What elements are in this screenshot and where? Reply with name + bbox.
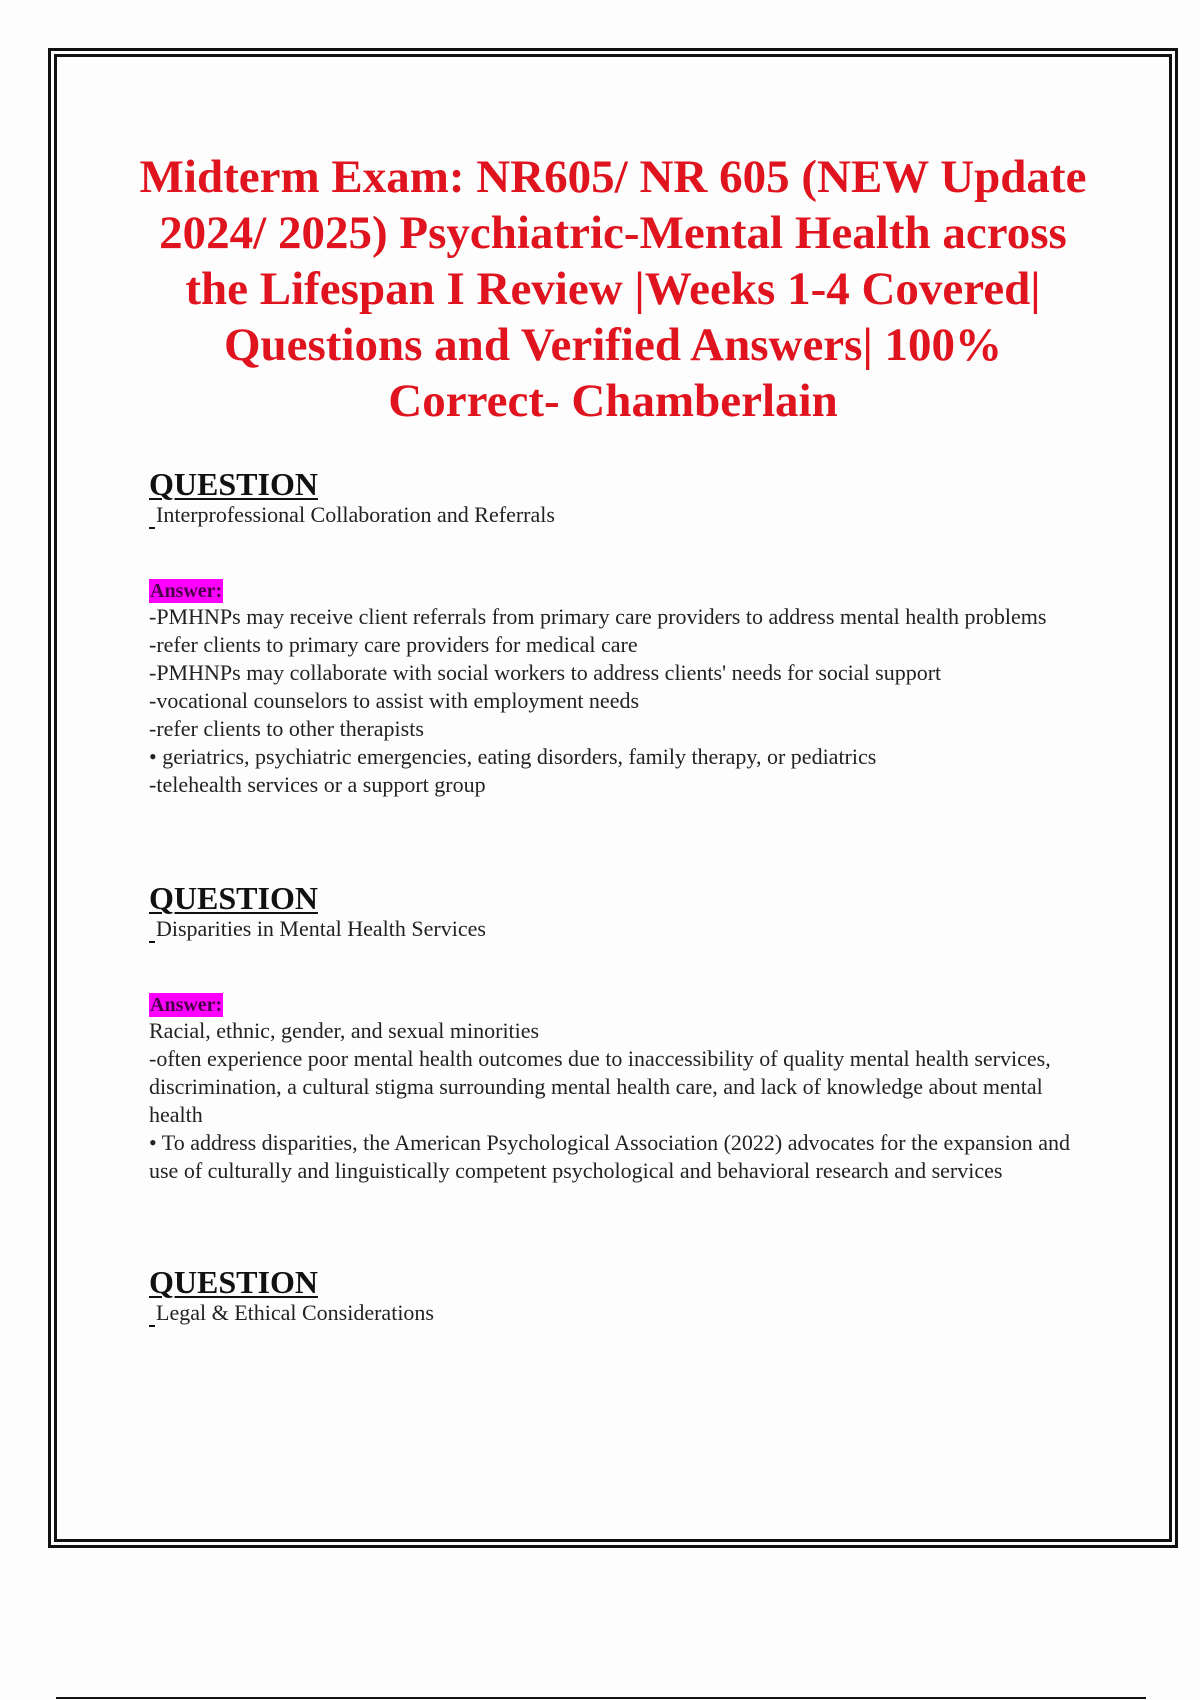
question-block-3 (149, 1265, 1099, 1327)
answer-line: • To address disparities, the American Psychological Association (2022) advocates for the expansion and use of culturally and linguistically competent psychological and behavioral research and services (149, 1130, 1070, 1183)
answer-line: -PMHNPs may receive client referrals from primary care providers to address mental health problems (149, 604, 1047, 629)
footer-divider (56, 1697, 1146, 1699)
answer-line: -vocational counselors to assist with employment needs (149, 688, 640, 713)
answer-label: Answer: (150, 580, 223, 602)
question-text (149, 1299, 1099, 1327)
answer-line: -PMHNPs may collaborate with social workers to address clients' needs for social support (149, 660, 942, 685)
page-border (48, 48, 1178, 1548)
answer-line: -refer clients to primary care providers for medical care (149, 632, 638, 657)
question-text (149, 501, 1099, 529)
answer-line: • geriatrics, psychiatric emergencies, eating disorders, family therapy, or pediatrics (149, 744, 877, 769)
question-text-value: Disparities in Mental Health Services (156, 916, 486, 941)
question-block-1 (149, 467, 1099, 799)
question-heading: QUESTION (149, 880, 318, 916)
question-heading: QUESTION (149, 1264, 318, 1300)
answer-line: -often experience poor mental health outcomes due to inaccessibility of quality mental health services, discrimination, a cultural stigma surrounding mental health care, and lack of knowledge about mental health (149, 1046, 1051, 1127)
answer-line: -telehealth services or a support group (149, 772, 486, 797)
underscore-mark (149, 1307, 155, 1327)
answer-list (149, 1017, 1099, 1185)
answer-label-wrap (149, 529, 1099, 603)
question-text-value: Legal & Ethical Considerations (156, 1300, 434, 1325)
answer-line: Racial, ethnic, gender, and sexual minorities (149, 1018, 540, 1043)
page-inner-border (54, 54, 1172, 1542)
answer-label: Answer: (150, 994, 223, 1016)
answer-line: -refer clients to other therapists (149, 716, 424, 741)
answer-label-wrap (149, 943, 1099, 1017)
underscore-mark (149, 923, 155, 943)
answer-list (149, 603, 1099, 799)
question-text (149, 915, 1099, 943)
question-text-value: Interprofessional Collaboration and Referrals (156, 502, 555, 527)
document-title: Midterm Exam: NR605/ NR 605 (NEW Update 2024/ 2025) Psychiatric-Mental Health across the Lifespan I Review |Weeks 1-4 Covered| Questions and Verified Answers| 100% Correct- Chamberlain (139, 151, 1087, 427)
question-block-2 (149, 881, 1099, 1185)
document-body (149, 467, 1099, 1327)
question-heading: QUESTION (149, 466, 318, 502)
underscore-mark (149, 509, 155, 529)
